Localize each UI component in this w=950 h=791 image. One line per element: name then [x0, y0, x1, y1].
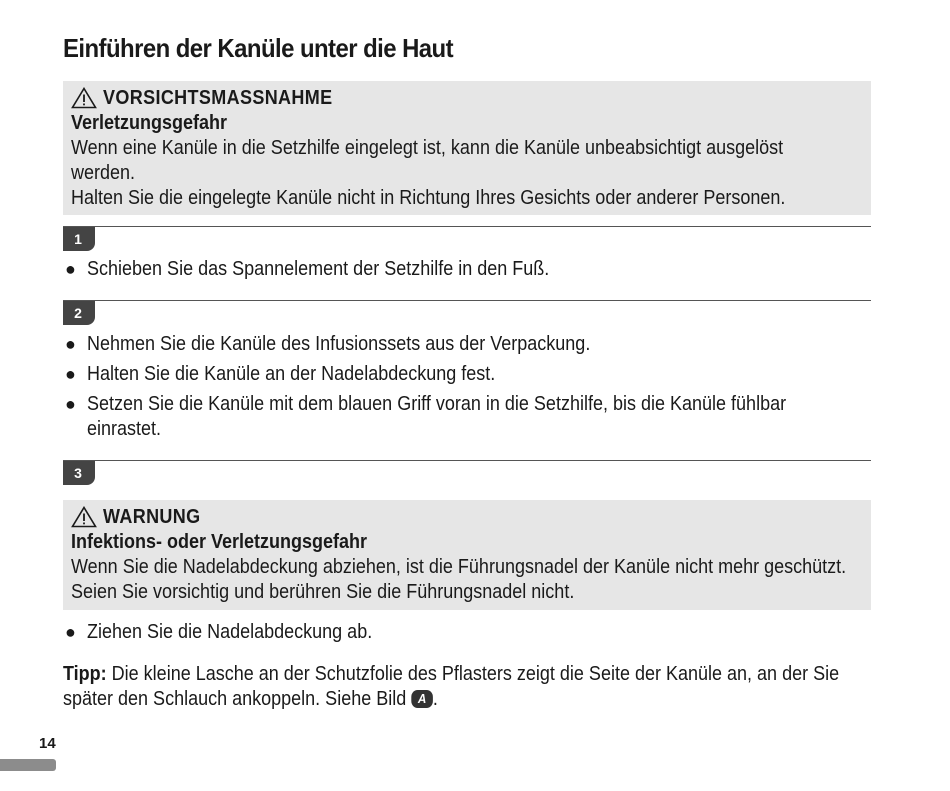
tip-text: später den Schlauch ankoppeln. Siehe Bild: [63, 688, 407, 710]
tip-text-end: .: [432, 688, 438, 710]
figure-reference-badge: A: [411, 690, 433, 708]
warning-header: [71, 505, 871, 529]
list-item-text: Ziehen Sie die Nadelabdeckung ab.: [87, 621, 373, 643]
warning-notice: [63, 500, 871, 610]
warning-hazard: Infektions- oder Verletzungsgefahr: [71, 531, 368, 553]
list-item: [63, 332, 883, 357]
caution-line: werden.: [71, 162, 136, 184]
warning-line: Seien Sie vorsichtig und berühren Sie die Führungsnadel nicht.: [71, 581, 575, 603]
caution-header: [71, 86, 871, 110]
warning-triangle-icon: [71, 506, 97, 528]
caution-line: Wenn eine Kanüle in die Setzhilfe eingelegt ist, kann die Kanüle unbeabsichtigt ausgelöst: [71, 137, 784, 159]
tip-line-1: [63, 662, 839, 687]
list-item: [63, 620, 883, 645]
step-divider: [63, 460, 871, 461]
bullet-icon: ●: [65, 259, 76, 279]
step-number-badge: 1: [63, 227, 95, 251]
list-item: [63, 392, 883, 442]
caution-keyword: VORSICHTSMASSNAHME: [103, 86, 333, 109]
caution-line: Halten Sie die eingelegte Kanüle nicht in Richtung Ihres Gesichts oder anderer Personen.: [71, 187, 786, 209]
bullet-icon: ●: [65, 394, 76, 414]
caution-notice: [63, 81, 871, 215]
bullet-icon: ●: [65, 364, 76, 384]
page-title: Einführen der Kanüle unter die Haut: [63, 33, 454, 63]
list-item-text: Setzen Sie die Kanüle mit dem blauen Griff voran in die Setzhilfe, bis die Kanüle fühlbar: [87, 393, 787, 415]
step-number-badge: 3: [63, 461, 95, 485]
list-item: [63, 257, 883, 282]
step-divider: [63, 300, 871, 301]
page-tab-marker: [0, 759, 56, 771]
warning-line: Wenn Sie die Nadelabdeckung abziehen, ist die Führungsnadel der Kanüle nicht mehr geschützt.: [71, 556, 847, 578]
step-3-list: [63, 620, 883, 650]
tip-label: Tipp:: [63, 663, 107, 685]
bullet-icon: ●: [65, 334, 76, 354]
list-item-text: einrastet.: [87, 418, 162, 440]
page-number: 14: [39, 735, 56, 752]
warning-triangle-icon: [71, 87, 97, 109]
list-item-text: Schieben Sie das Spannelement der Setzhilfe in den Fuß.: [87, 258, 550, 280]
step-2-list: [63, 332, 883, 447]
step-divider: [63, 226, 871, 227]
tip-line-2: [63, 687, 839, 712]
step-number-badge: 2: [63, 301, 95, 325]
list-item: [63, 362, 883, 387]
tip-text: Die kleine Lasche an der Schutzfolie des Pflasters zeigt die Seite der Kanüle an, an der Sie: [111, 663, 840, 685]
list-item-text: Halten Sie die Kanüle an der Nadelabdeckung fest.: [87, 363, 496, 385]
caution-hazard: Verletzungsgefahr: [71, 112, 228, 134]
warning-keyword: WARNUNG: [103, 505, 201, 528]
tip-paragraph: [63, 662, 925, 712]
list-item-text: Nehmen Sie die Kanüle des Infusionssets aus der Verpackung.: [87, 333, 591, 355]
step-1-list: [63, 257, 883, 287]
bullet-icon: ●: [65, 622, 76, 642]
